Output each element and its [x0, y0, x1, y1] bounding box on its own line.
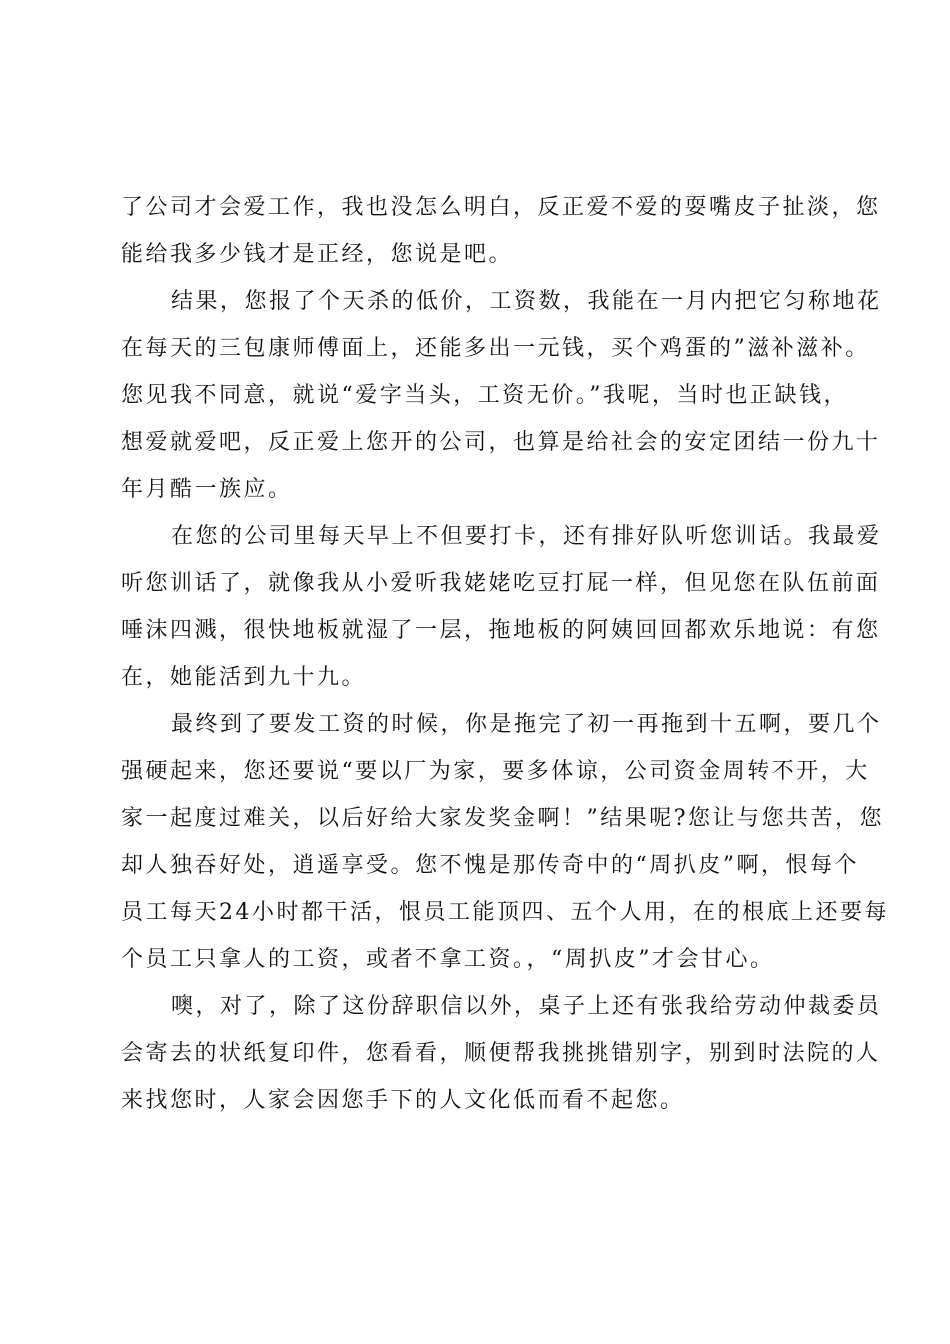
text-line: 想爱就爱吧，反正爱上您开的公司，也算是给社会的安定团结一份九十: [121, 430, 881, 455]
text-line: 唾沫四溅，很快地板就湿了一层，拖地板的阿姨回回都欢乐地说：有您: [121, 618, 881, 643]
paragraph-3: [121, 513, 882, 701]
text-line: 年月酷一族应。: [121, 477, 293, 502]
text-line: 结果，您报了个天杀的低价，工资数，我能在一月内把它匀称地花: [171, 289, 882, 314]
paragraph-5: [121, 983, 882, 1124]
text-line: 听您训话了，就像我从小爱听我姥姥吃豆打屁一样，但见您在队伍前面: [121, 571, 881, 596]
text-line: 在您的公司里每天早上不但要打卡，还有排好队听您训话。我最爱: [171, 524, 882, 549]
text-line: 员工每天24小时都干活，恨员工能顶四、五个人用，在的根底上还要每: [121, 900, 889, 925]
text-line: 会寄去的状纸复印件，您看看，顺便帮我挑挑错别字，别到时法院的人: [121, 1041, 881, 1066]
text-line: 却人独吞好处，逍遥享受。您不愧是那传奇中的“周扒皮”啊，恨每个: [121, 853, 859, 878]
text-line: 最终到了要发工资的时候，你是拖完了初一再拖到十五啊，要几个: [171, 712, 882, 737]
text-line: 强硬起来，您还要说“要以厂为家，要多体谅，公司资金周转不开，大: [121, 759, 870, 784]
text-line: 您见我不同意，就说“爱字当头，工资无价。”我呢，当时也正缺钱，: [121, 383, 848, 408]
paragraph-2: [121, 278, 882, 513]
paragraph-4: [121, 701, 889, 983]
text-line: 在，她能活到九十九。: [121, 665, 367, 690]
text-line: 家一起度过难关，以后好给大家发奖金啊！”结果呢?您让与您共苦，您: [121, 806, 885, 831]
text-line: 在每天的三包康师傅面上，还能多出一元钱，买个鸡蛋的”滋补滋补。: [121, 336, 870, 361]
paragraph-1: [121, 184, 881, 278]
text-line: 了公司才会爱工作，我也没怎么明白，反正爱不爱的耍嘴皮子扯淡，您: [121, 195, 881, 220]
document-body: [121, 184, 889, 1124]
text-line: 个员工只拿人的工资，或者不拿工资。，“周扒皮”才会甘心。: [121, 947, 775, 972]
text-line: 噢，对了，除了这份辞职信以外，桌子上还有张我给劳动仲裁委员: [171, 994, 882, 1019]
text-line: 能给我多少钱才是正经，您说是吧。: [121, 242, 514, 267]
text-line: 来找您时，人家会因您手下的人文化低而看不起您。: [121, 1088, 685, 1113]
